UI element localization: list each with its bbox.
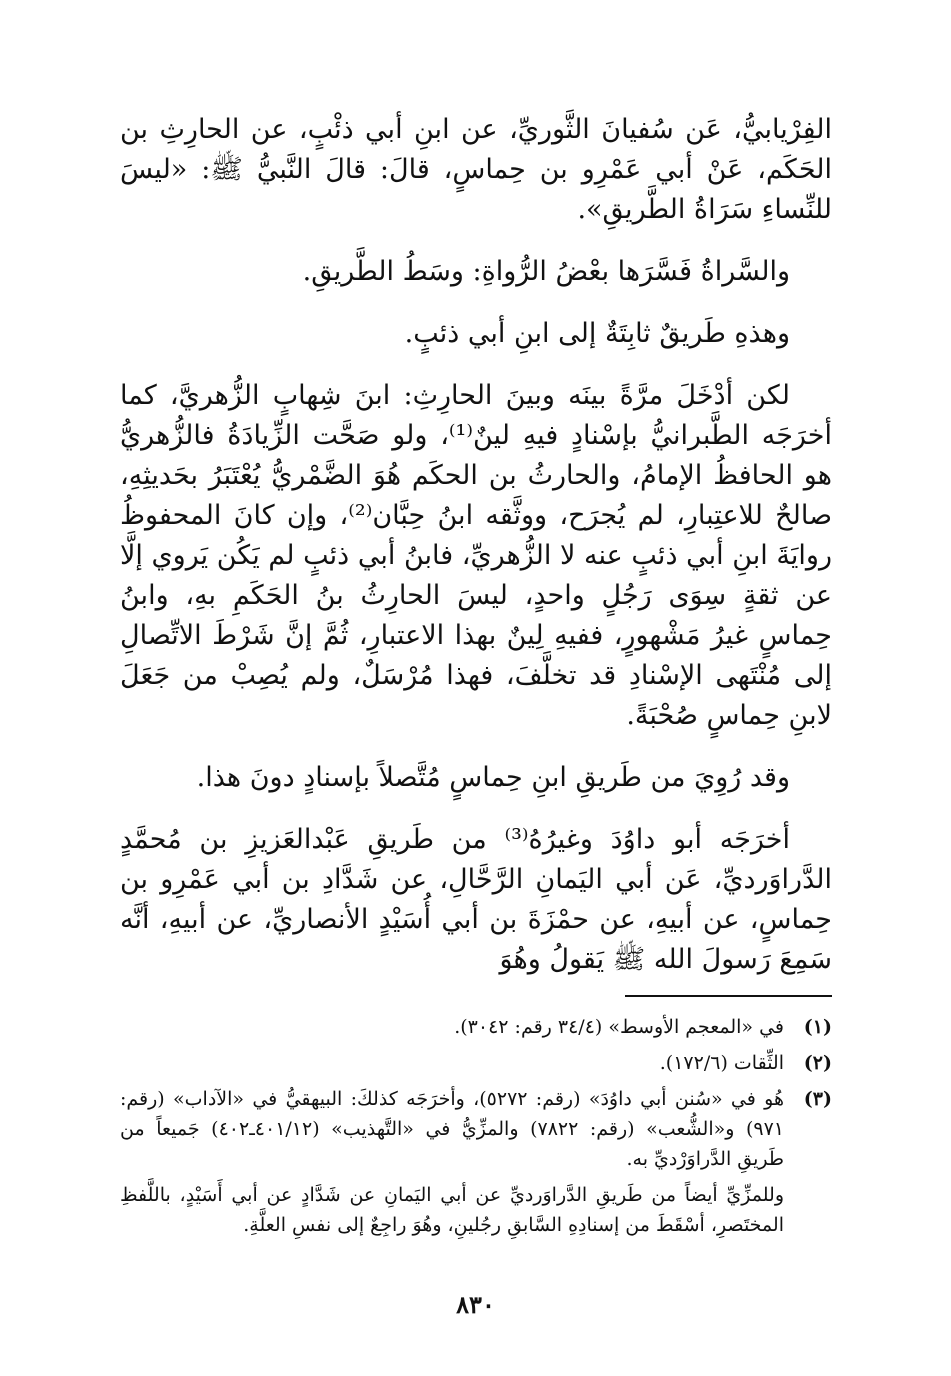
paragraph-analysis: لكن أدْخَلَ مرَّةً بينَه وبينَ الحارِثِ: ابنَ شِهابٍ الزُّهريَّ، كما أخرَجَه الطَّبرانيُّ بإسْنادٍ فيهِ لينٌ⁽¹⁾، ولو صَحَّت الزِّيادَةُ فالزُّهريُّ هو الحافظُ الإمامُ، والحارثُ بن الحكَم هُوَ الضَّمْريُّ يُعْتَبَرُ بحَديثِهِ، صالحٌ للاعتِبارِ، لم يُجرَح، ووثَّقه ابنُ حِبَّان⁽²⁾، وإن كانَ المحفوظُ روايَةَ ابنِ أبي ذئبٍ عنه لا الزُّهريِّ، فابنُ أبي ذئبٍ لم يَكُن يَروي إلَّا عن ثقةٍ سِوَى رَجُلٍ واحدٍ، ليسَ الحارِثُ بنُ الحَكَمِ بهِ، وابنُ حِماسٍ غيرُ مَشْهورٍ، ففيهِ لِينٌ بهذا الاعتبارِ، ثُمَّ إنَّ شَرْطَ الاتِّصالِ إلى مُنْتَهى الإسْنادِ قد تخلَّفَ، فهذا مُرْسَلٌ، ولم يُصِبْ من جَعَلَ لابنِ حِماسٍ صُحْبَةً. [120,380,832,731]
footnote-1 [120,1012,832,1042]
paragraph-hadith: الفِرْيابيُّ، عَن سُفيانَ الثَّوريِّ، عن ابنِ أبي ذئْبٍ، عن الحارِثِ بن الحَكَم، عَنْ أبي عَمْرِو بن حِماسٍ، قالَ: قالَ النَّبيُّ ﷺ: «ليسَ للنِّساءِ سَرَاةُ الطَّريقِ». [120,114,832,225]
footnote-3-continuation: وللمزِّيِّ أيضاً من طَريقِ الدَّراوَرديِّ عن أبي اليَمانِ عن شَدَّادٍ عن أبي أَسَيْدٍ، باللَّفظِ المختَصرِ، أسْقَطَ من إسنادِهِ السَّابقِ رجُلينِ، وهُوَ راجِعٌ إلى نفسِ العلَّةِ. [120,1184,784,1236]
footnote-text: في «المعجم الأوسط» (٣٤/٤ رقم: ٣٠٤٢). [454,1016,784,1038]
footnote-number: (٢) [803,1052,832,1074]
main-text [120,110,832,980]
page-number: ٨٣٠ [456,1290,495,1319]
paragraph-sarat-definition: والسَّراةُ فَسَّرَها بعْضُ الرُّواةِ: وسَطُ الطَّريقِ. [302,256,790,287]
footnote-number: (١) [803,1016,832,1038]
paragraph-abu-dawud: أخرَجَه أبو داوُدَ وغيرُهُ⁽³⁾ من طَريقِ عَبْدالعَزيزِ بن مُحمَّدٍ الدَّراوَرديِّ، عَن أبي اليَمانِ الرَّحَّالِ، عن شَدَّادِ بن أبي عَمْرِو بن حِماسٍ، عن أبيهِ، عن حمْزَةَ بن أبي أُسَيْدٍ الأنصاريِّ، عن أبيهِ، أنَّه سَمِعَ رَسولَ الله ﷺ يَقولُ وهُوَ [120,824,832,975]
footnotes [120,1012,832,1240]
footnote-divider [625,995,832,997]
footnote-3 [120,1084,832,1174]
footnote-number: (٣) [803,1088,832,1110]
footnote-2 [120,1048,832,1078]
footnote-text: الثِّقات (١٧٢/٦). [659,1052,784,1074]
footnote-text: هُو في «سُنن أبي داوُدَ» (رقم: ٥٢٧٢)، وأخرَجَه كذلكَ: البيهقيُّ في «الآداب» (رقم: ٩٧١) و«الشُّعب» (رقم: ٧٨٢٢) والمزِّيُّ في «التَّهذيب» (٤٠١/١٢ـ٤٠٢) جَميعاً من طَريقِ الدَّراوَرْديِّ به. [120,1088,785,1170]
paragraph-chain-status: وهذهِ طَريقٌ ثابِتَةٌ إلى ابنِ أبي ذئبٍ. [404,318,790,349]
paragraph-connected-route: وقد رُوِيَ من طَريقِ ابنِ حِماسٍ مُتَّصلاً بإسنادٍ دونَ هذا. [196,762,790,793]
